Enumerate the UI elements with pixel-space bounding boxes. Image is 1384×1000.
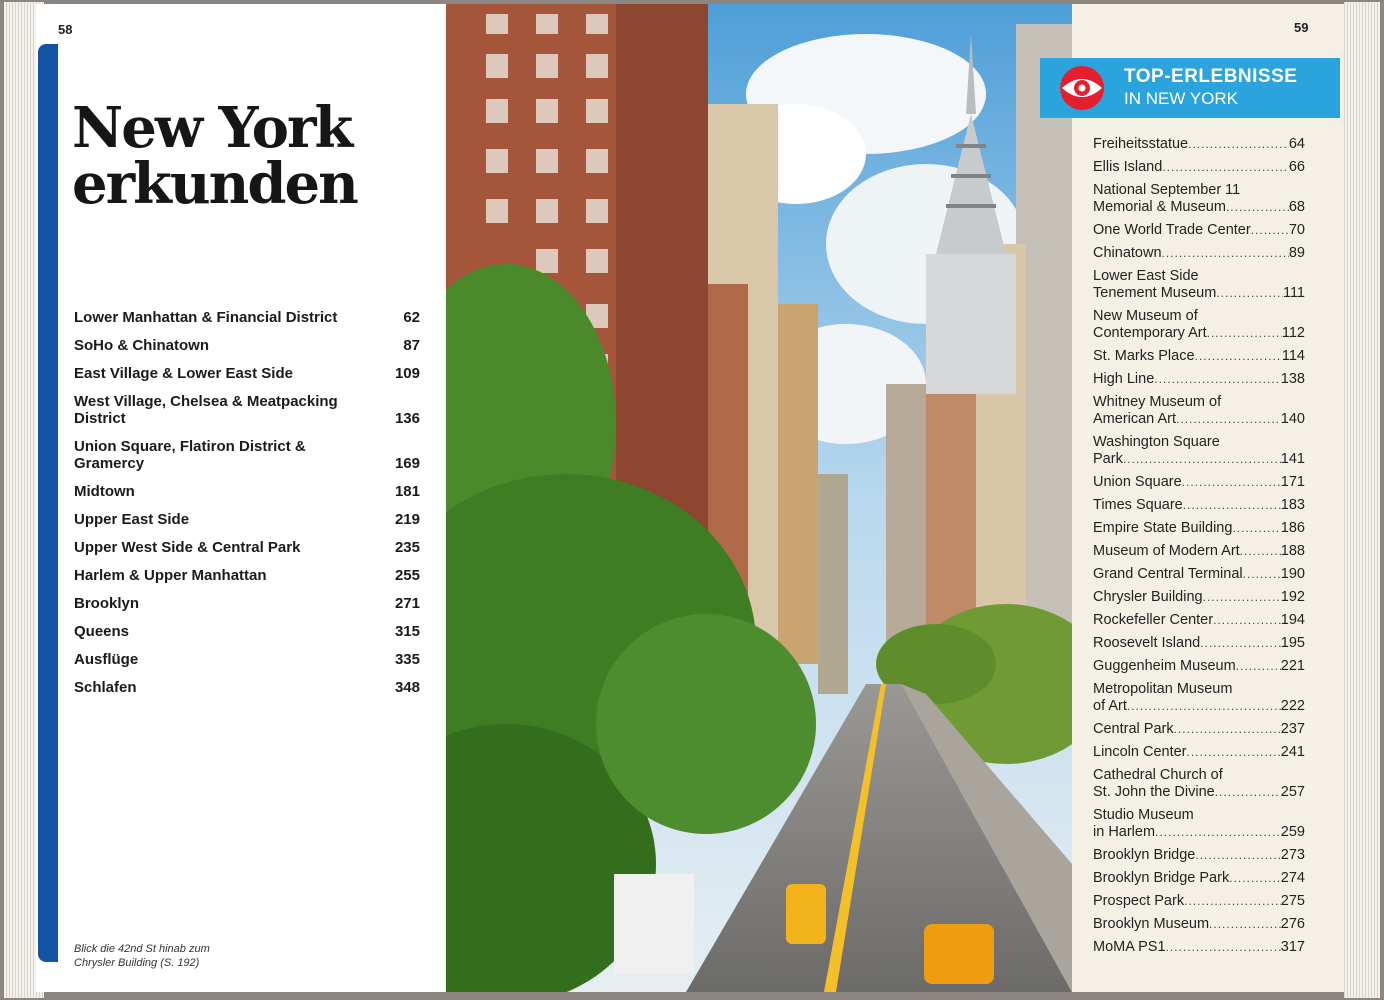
item-page-number: 221: [1280, 658, 1305, 674]
page-number-right: 59: [1294, 20, 1309, 35]
leader-dots: [1195, 847, 1280, 864]
top-experience-item: [1093, 744, 1305, 761]
toc-page-number: 136: [394, 410, 420, 427]
item-page-number: 317: [1280, 939, 1305, 955]
item-line: [1093, 268, 1305, 285]
top-experience-item: [1093, 939, 1305, 956]
item-page-number: 259: [1280, 824, 1305, 840]
item-line: [1093, 371, 1305, 388]
item-page-number: 112: [1281, 325, 1305, 341]
item-line: [1093, 681, 1305, 698]
top-experience-item: [1093, 767, 1305, 801]
leader-dots: [1174, 721, 1281, 738]
item-line: [1093, 520, 1305, 537]
top-experience-item: [1093, 543, 1305, 560]
leader-dots: [1155, 824, 1281, 841]
item-name: Grand Central Terminal: [1093, 566, 1243, 582]
item-name: in Harlem: [1093, 824, 1156, 840]
top-experience-item: [1093, 159, 1305, 176]
item-name: Freiheitsstatue: [1093, 136, 1189, 152]
item-name: Brooklyn Bridge Park: [1093, 870, 1230, 886]
toc-row: [74, 337, 420, 354]
item-name: Roosevelt Island: [1093, 635, 1201, 651]
leader-dots: [1176, 411, 1281, 428]
item-name: Brooklyn Museum: [1093, 916, 1210, 932]
toc-page-number: 109: [394, 365, 420, 382]
item-page-number: 89: [1288, 245, 1305, 261]
item-line: [1093, 348, 1305, 365]
toc-row: [74, 679, 420, 696]
item-name: Washington Square: [1093, 434, 1220, 450]
item-page-number: 241: [1280, 744, 1305, 760]
leader-dots: [1232, 520, 1280, 537]
banner-subtitle: IN NEW YORK: [1124, 89, 1238, 108]
top-experience-item: [1093, 245, 1305, 262]
top-experience-item: [1093, 721, 1305, 738]
item-line: [1093, 451, 1305, 468]
item-line: [1093, 698, 1305, 715]
item-page-number: 257: [1280, 784, 1305, 800]
item-line: [1093, 245, 1305, 262]
toc-page-number: 87: [403, 337, 420, 354]
item-line: [1093, 658, 1305, 675]
toc-page-number: 62: [403, 309, 420, 326]
top-experience-item: [1093, 394, 1305, 428]
leader-dots: [1162, 245, 1289, 262]
item-line: [1093, 474, 1305, 491]
top-experience-item: [1093, 681, 1305, 715]
item-line: [1093, 635, 1305, 652]
toc-page-number: 181: [394, 483, 420, 500]
page-title: [72, 95, 432, 217]
leader-dots: [1203, 589, 1281, 606]
item-page-number: 186: [1280, 520, 1305, 536]
toc-row: [74, 539, 420, 556]
item-name: Rockefeller Center: [1093, 612, 1214, 628]
leader-dots: [1226, 199, 1289, 216]
leader-dots: [1240, 543, 1281, 560]
top-experience-item: [1093, 222, 1305, 239]
chapter-contents: [74, 309, 420, 707]
item-line: [1093, 136, 1305, 153]
top-experience-item: [1093, 434, 1305, 468]
toc-row: [74, 567, 420, 584]
item-name: Whitney Museum of: [1093, 394, 1222, 410]
toc-label: West Village, Chelsea & Meatpacking District: [74, 393, 338, 427]
top-experiences-list: [1093, 136, 1305, 962]
leader-dots: [1184, 893, 1281, 910]
item-page-number: 190: [1280, 566, 1305, 582]
leader-dots: [1127, 698, 1281, 715]
top-experience-item: [1093, 348, 1305, 365]
toc-page-number: 219: [394, 511, 420, 528]
leader-dots: [1183, 497, 1281, 514]
item-name: Guggenheim Museum: [1093, 658, 1236, 674]
toc-label: Queens: [74, 623, 130, 640]
item-page-number: 237: [1280, 721, 1305, 737]
top-experience-item: [1093, 893, 1305, 910]
item-name: St. Marks Place: [1093, 348, 1195, 364]
item-line: [1093, 784, 1305, 801]
toc-page-number: 255: [394, 567, 420, 584]
leader-dots: [1251, 222, 1289, 239]
top-experience-item: [1093, 474, 1305, 491]
leader-dots: [1243, 566, 1281, 583]
top-experience-item: [1093, 589, 1305, 606]
toc-page-number: 335: [394, 651, 420, 668]
item-line: [1093, 916, 1305, 933]
item-line: [1093, 159, 1305, 176]
toc-label: Schlafen: [74, 679, 137, 696]
item-line: [1093, 870, 1305, 887]
toc-label: Ausflüge: [74, 651, 139, 668]
item-line: [1093, 434, 1305, 451]
toc-label: Union Square, Flatiron District & Gramercy: [74, 438, 306, 472]
item-name: High Line: [1093, 371, 1155, 387]
top-experience-item: [1093, 566, 1305, 583]
chrysler-street-image: [446, 4, 1072, 992]
item-name: Cathedral Church of: [1093, 767, 1223, 783]
toc-label: Harlem & Upper Manhattan: [74, 567, 267, 584]
item-page-number: 68: [1288, 199, 1305, 215]
leader-dots: [1187, 744, 1281, 761]
top-experience-item: [1093, 268, 1305, 302]
page-number-left: 58: [58, 22, 73, 37]
item-line: [1093, 285, 1305, 302]
leader-dots: [1216, 285, 1283, 302]
top-experience-item: [1093, 870, 1305, 887]
item-line: [1093, 807, 1305, 824]
leader-dots: [1200, 635, 1281, 652]
item-line: [1093, 199, 1305, 216]
top-experience-item: [1093, 658, 1305, 675]
item-page-number: 195: [1280, 635, 1305, 651]
item-line: [1093, 497, 1305, 514]
item-name: Tenement Museum: [1093, 285, 1217, 301]
item-page-number: 70: [1288, 222, 1305, 238]
item-name: St. John the Divine: [1093, 784, 1215, 800]
photo-caption: [74, 942, 274, 970]
item-name: Ellis Island: [1093, 159, 1163, 175]
toc-label: Brooklyn: [74, 595, 140, 612]
item-line: [1093, 744, 1305, 761]
item-name: One World Trade Center: [1093, 222, 1251, 238]
leader-dots: [1123, 451, 1281, 468]
item-page-number: 114: [1281, 348, 1305, 364]
item-name: Lincoln Center: [1093, 744, 1187, 760]
top-experiences-banner: [1040, 58, 1340, 118]
leader-dots: [1213, 612, 1281, 629]
item-name: Empire State Building: [1093, 520, 1233, 536]
item-page-number: 192: [1280, 589, 1305, 605]
item-line: [1093, 721, 1305, 738]
toc-label: Upper West Side & Central Park: [74, 539, 301, 556]
leader-dots: [1188, 136, 1289, 153]
top-experience-item: [1093, 136, 1305, 153]
toc-label: SoHo & Chinatown: [74, 337, 209, 354]
item-name: Chinatown: [1093, 245, 1162, 261]
item-page-number: 183: [1280, 497, 1305, 513]
leader-dots: [1162, 159, 1289, 176]
leader-dots: [1215, 784, 1281, 801]
top-experience-item: [1093, 371, 1305, 388]
banner-title: TOP-ERLEBNISSE: [1124, 66, 1298, 87]
eye-icon: [1054, 64, 1110, 112]
item-line: [1093, 847, 1305, 864]
toc-page-number: 271: [394, 595, 420, 612]
item-page-number: 111: [1282, 285, 1305, 301]
item-name: National September 11: [1093, 182, 1241, 198]
chapter-color-bar: [38, 44, 58, 962]
leader-dots: [1182, 474, 1281, 491]
item-name: Contemporary Art: [1093, 325, 1207, 341]
toc-row: [74, 623, 420, 640]
item-name: Metropolitan Museum: [1093, 681, 1233, 697]
item-name: Brooklyn Bridge: [1093, 847, 1196, 863]
item-page-number: 273: [1280, 847, 1305, 863]
toc-label: Lower Manhattan & Financial District: [74, 309, 338, 326]
item-line: [1093, 182, 1305, 199]
item-name: Times Square: [1093, 497, 1183, 513]
item-name: of Art: [1093, 698, 1127, 714]
leader-dots: [1229, 870, 1281, 887]
item-page-number: 194: [1280, 612, 1305, 628]
top-experience-item: [1093, 497, 1305, 514]
leader-dots: [1195, 348, 1282, 365]
item-name: Central Park: [1093, 721, 1174, 737]
toc-row: [74, 651, 420, 668]
page-edges-right: [1344, 2, 1380, 998]
item-line: [1093, 939, 1305, 956]
item-line: [1093, 411, 1305, 428]
toc-page-number: 169: [394, 455, 420, 472]
title-line-2: erkunden: [72, 151, 357, 217]
item-page-number: 140: [1280, 411, 1305, 427]
toc-row: [74, 511, 420, 528]
leader-dots: [1207, 325, 1282, 342]
item-line: [1093, 824, 1305, 841]
item-name: Union Square: [1093, 474, 1182, 490]
toc-page-number: 235: [394, 539, 420, 556]
toc-page-number: 348: [394, 679, 420, 696]
street-photo: [446, 4, 1072, 992]
leader-dots: [1166, 939, 1281, 956]
top-experience-item: [1093, 612, 1305, 629]
toc-row: [74, 595, 420, 612]
item-page-number: 275: [1280, 893, 1305, 909]
top-experience-item: [1093, 182, 1305, 216]
top-experience-item: [1093, 916, 1305, 933]
item-page-number: 64: [1288, 136, 1305, 152]
toc-row: [74, 393, 420, 427]
item-name: Lower East Side: [1093, 268, 1199, 284]
item-line: [1093, 767, 1305, 784]
item-name: Studio Museum: [1093, 807, 1194, 823]
item-line: [1093, 893, 1305, 910]
item-line: [1093, 566, 1305, 583]
toc-label: Midtown: [74, 483, 135, 500]
item-line: [1093, 543, 1305, 560]
leader-dots: [1154, 371, 1281, 388]
item-line: [1093, 325, 1305, 342]
top-experience-item: [1093, 807, 1305, 841]
top-experience-item: [1093, 635, 1305, 652]
title-line-1: New York: [72, 95, 352, 161]
item-name: Chrysler Building: [1093, 589, 1203, 605]
leader-dots: [1209, 916, 1281, 933]
toc-label: East Village & Lower East Side: [74, 365, 293, 382]
toc-page-number: 315: [394, 623, 420, 640]
item-line: [1093, 394, 1305, 411]
item-line: [1093, 589, 1305, 606]
top-experience-item: [1093, 308, 1305, 342]
leader-dots: [1236, 658, 1281, 675]
item-page-number: 276: [1280, 916, 1305, 932]
item-name: New Museum of: [1093, 308, 1198, 324]
item-line: [1093, 612, 1305, 629]
item-name: Museum of Modern Art: [1093, 543, 1240, 559]
item-page-number: 222: [1280, 698, 1305, 714]
item-page-number: 141: [1280, 451, 1305, 467]
item-name: Prospect Park: [1093, 893, 1185, 909]
item-page-number: 188: [1280, 543, 1305, 559]
item-name: American Art: [1093, 411, 1176, 427]
item-page-number: 66: [1288, 159, 1305, 175]
toc-row: [74, 483, 420, 500]
item-name: MoMA PS1: [1093, 939, 1166, 955]
left-page: [36, 4, 446, 992]
item-name: Park: [1093, 451, 1123, 467]
caption-line-1: Blick die 42nd St hinab zum: [74, 943, 210, 955]
item-line: [1093, 222, 1305, 239]
toc-row: [74, 438, 420, 472]
toc-row: [74, 309, 420, 326]
item-page-number: 138: [1280, 371, 1305, 387]
top-experience-item: [1093, 520, 1305, 537]
toc-row: [74, 365, 420, 382]
item-line: [1093, 308, 1305, 325]
item-page-number: 274: [1280, 870, 1305, 886]
item-page-number: 171: [1280, 474, 1305, 490]
toc-label: Upper East Side: [74, 511, 190, 528]
item-name: Memorial & Museum: [1093, 199, 1226, 215]
caption-line-2: Chrysler Building (S. 192): [74, 957, 200, 969]
top-experience-item: [1093, 847, 1305, 864]
